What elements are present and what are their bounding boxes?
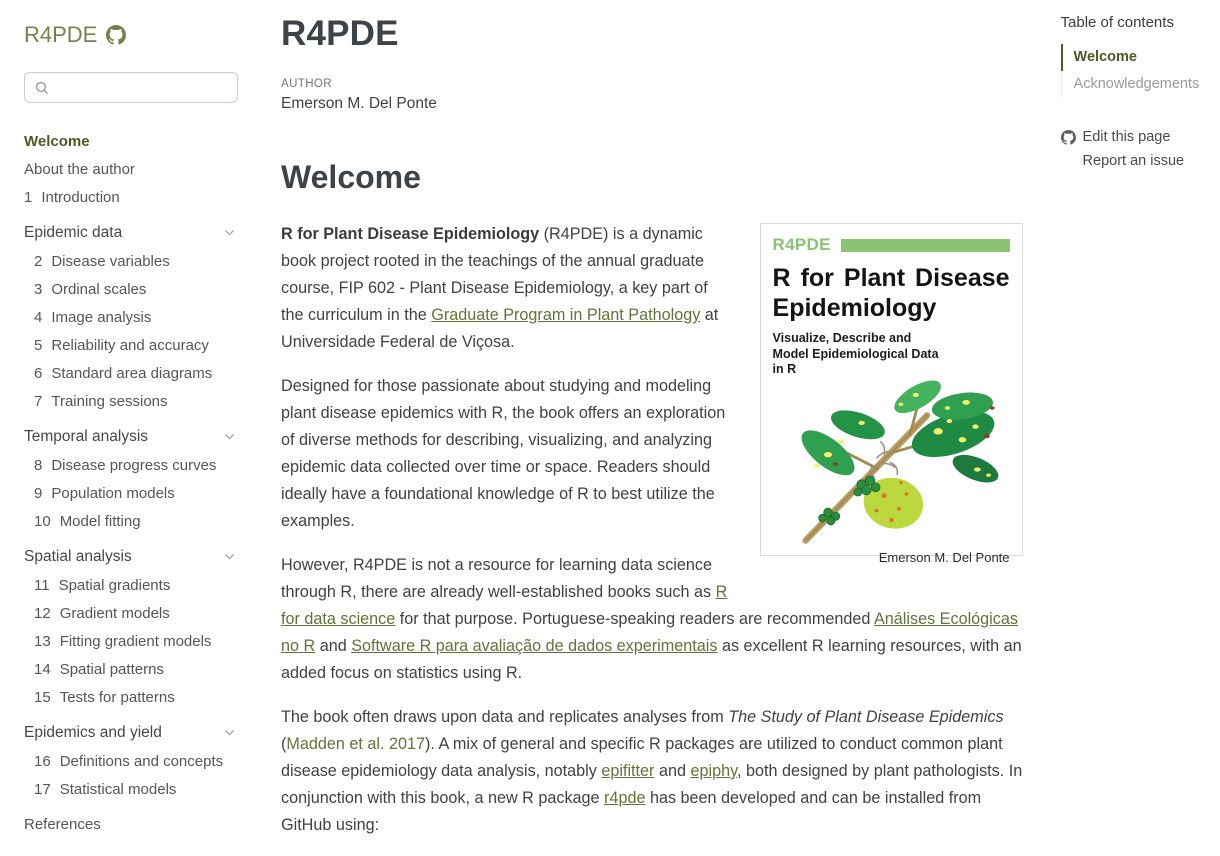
sidebar-item-2-disease-variables[interactable] [24,247,238,275]
chevron-down-icon[interactable] [223,430,236,443]
sidebar-item-welcome[interactable] [24,127,238,155]
toc-item-welcome[interactable]: Welcome [1061,44,1220,71]
text-run: The book often draws upon data and replicates analyses from [281,708,729,726]
sidebar-item-8-disease-progress-curves[interactable] [24,451,238,479]
sidebar-item-label: Disease variables [51,252,170,270]
chapter-number: 6 [34,364,43,382]
paragraph [281,704,1023,839]
sidebar-item-spatial-analysis[interactable] [24,542,238,571]
page-title: R4PDE [281,14,399,53]
text-run: ( [281,735,287,753]
chapter-number: 17 [34,780,51,798]
toc-action-label: Report an issue [1082,152,1185,169]
text-run: (R4PDE) is a dynamic book project rooted in the teachings of the annual graduate course, FIP 602 - Plant Disease Epidemiology, a key part of the curriculum in the [281,225,708,324]
sidebar-item-6-standard-area-diagrams[interactable] [24,359,238,387]
sidebar-item-13-fitting-gradient-models[interactable] [24,627,238,655]
chevron-down-icon[interactable] [223,550,236,563]
author-label: AUTHOR [281,78,332,90]
sidebar-item-label: Statistical models [59,780,177,798]
sidebar-item-epidemic-data[interactable] [24,218,238,247]
chapter-number: 15 [34,688,51,706]
chapter-number: 4 [34,308,43,326]
chapter-number: 14 [34,660,51,678]
sidebar-item-references[interactable] [24,810,238,838]
text-run: Designed for those passionate about studying and modeling plant disease epidemics with R, the book offers an exploration of diverse methods for describing, visualizing, and analyzing epidemic data collected over time or space. Readers should ideally have a foundational knowledge of R to best utilize the examples. [281,377,726,530]
sidebar-item-epidemics-and-yield[interactable] [24,718,238,747]
toc-item-acknowledgements[interactable]: Acknowledgements [1061,71,1220,98]
sidebar-item-label: Population models [51,484,175,502]
sidebar-item-label: Disease progress curves [51,456,217,474]
search-box[interactable] [24,72,238,103]
toc-nav [1061,44,1220,98]
book-cover-header [773,235,1010,255]
diseased-coffee-branch-illustration [773,380,1010,548]
sidebar-brand [24,22,238,48]
welcome-heading: Welcome [281,159,421,195]
chapter-number: 5 [34,336,43,354]
book-cover-brand: R4PDE [772,235,831,254]
sidebar-item-label: Tests for patterns [59,688,175,706]
github-icon [1061,130,1076,145]
sidebar-section-label: Epidemic data [24,223,123,241]
sidebar-item-label: Training sessions [51,392,168,410]
link-r-for-data-science[interactable]: R for data science [281,583,728,628]
sidebar-item-label: Fitting gradient models [59,632,212,650]
link-r4pde[interactable]: r4pde [604,789,646,807]
sidebar-section-label: Epidemics and yield [24,723,162,741]
link-epiphy[interactable]: epiphy [690,762,737,780]
text-run: for that purpose. Portuguese-speaking readers are recommended [395,610,874,628]
chapter-number: 10 [34,512,51,530]
text-run: However, R4PDE is not a resource for learning data science through R, there are already well-established books such as [281,556,716,601]
book-cover-green-bar [841,239,1010,252]
sidebar-brand-title[interactable]: R4PDE [24,22,98,47]
chapter-number: 12 [34,604,51,622]
text-run: and [315,637,352,655]
link-an-lises-ecol-gicas-no-r[interactable]: Análises Ecológicas no R [281,610,1018,655]
sidebar-item-label: Introduction [41,188,120,206]
edit-this-page-link[interactable] [1061,125,1220,149]
chapter-number: 1 [24,188,33,206]
chevron-down-icon[interactable] [223,726,236,739]
chevron-down-icon[interactable] [223,226,236,239]
sidebar-item-temporal-analysis[interactable] [24,422,238,451]
sidebar-item-16-definitions-and-concepts[interactable] [24,747,238,775]
book-cover-title: R for Plant Disease Epidemiology [772,264,1010,322]
sidebar-item-5-reliability-and-accuracy[interactable] [24,331,238,359]
text-run: and [654,762,691,780]
chapter-number: 9 [34,484,43,502]
book-cover-subtitle: Visualize, Describe and Model Epidemiological Data in R [772,331,939,377]
report-an-issue-link[interactable] [1061,149,1220,173]
chapter-number: 3 [34,280,43,298]
sidebar-item-label: Model fitting [59,512,141,530]
search-icon [35,81,49,95]
sidebar-item-14-spatial-patterns[interactable] [24,655,238,683]
chapter-number: 11 [34,576,50,594]
sidebar-item-label: About the author [24,160,135,178]
sidebar-item-4-image-analysis[interactable] [24,303,238,331]
chapter-number: 13 [34,632,51,650]
sidebar-item-label: Ordinal scales [51,280,147,298]
text-run: has been developed and can be installed from GitHub using: [281,789,982,834]
sidebar-item-label: Gradient models [59,604,170,622]
sidebar-item-label: Spatial patterns [59,660,164,678]
sidebar-section-label: Spatial analysis [24,547,132,565]
chapter-number: 16 [34,752,51,770]
toc-title: Table of contents [1060,14,1174,31]
link-software-r-para-avalia-o-de-dados-experimentais[interactable]: Software R para avaliação de dados experimentais [351,637,718,655]
text-run: ). A mix of general and specific R packages are utilized to conduct common plant disease epidemiology data analysis, notably [281,735,1003,780]
toc-actions [1061,125,1220,173]
sidebar-section-label: Temporal analysis [24,427,149,445]
link-epifitter[interactable]: epifitter [601,762,655,780]
sidebar-item-11-spatial-gradients[interactable] [24,571,238,599]
sidebar-item-label: References [24,815,101,833]
sidebar-item-3-ordinal-scales[interactable] [24,275,238,303]
sidebar-item-7-training-sessions[interactable] [24,387,238,415]
article-body [281,221,1023,839]
sidebar-item-label: Spatial gradients [58,576,171,594]
sidebar-item-10-model-fitting[interactable] [24,507,238,535]
sidebar-item-label: Standard area diagrams [51,364,213,382]
toc-action-label: Edit this page [1082,128,1171,145]
sidebar-item-17-statistical-models[interactable] [24,775,238,803]
sidebar-item-label: Definitions and concepts [59,752,224,770]
chapter-number: 7 [34,392,43,410]
toc-panel [1061,0,1220,856]
italic-text: The Study of Plant Disease Epidemics [728,708,1004,726]
sidebar-item-15-tests-for-patterns[interactable] [24,683,238,711]
link-graduate-program-in-plant-pathology[interactable]: Graduate Program in Plant Pathology [431,306,701,324]
book-cover[interactable] [760,223,1023,565]
sidebar [0,0,260,856]
sidebar-item-9-population-models[interactable] [24,479,238,507]
text-run: as excellent R learning resources, with an added focus on statistics using R. [281,637,1022,682]
sidebar-item-label: Reliability and accuracy [51,336,209,354]
chapter-number: 2 [34,252,43,270]
sidebar-item-about-the-author[interactable] [24,155,238,183]
text-run: , both designed by plant pathologists. In conjunction with this book, a new R package [281,762,1023,807]
bold-text: R for Plant Disease Epidemiology [281,225,540,243]
main-content [281,0,1023,856]
chapter-number: 8 [34,456,43,474]
text-run: at Universidade Federal de Viçosa. [281,306,719,351]
github-icon[interactable] [106,25,126,45]
sidebar-nav [24,127,238,838]
link-madden-et-al-2017[interactable]: Madden et al. 2017 [286,735,425,753]
sidebar-item-1-introduction[interactable] [24,183,238,211]
book-cover-author: Emerson M. Del Ponte [878,549,1010,565]
search-input[interactable] [57,79,227,97]
author-name: Emerson M. Del Ponte [281,95,437,112]
sidebar-item-12-gradient-models[interactable] [24,599,238,627]
sidebar-item-label: Welcome [24,132,90,150]
sidebar-item-label: Image analysis [51,308,152,326]
paragraph [281,549,1023,687]
